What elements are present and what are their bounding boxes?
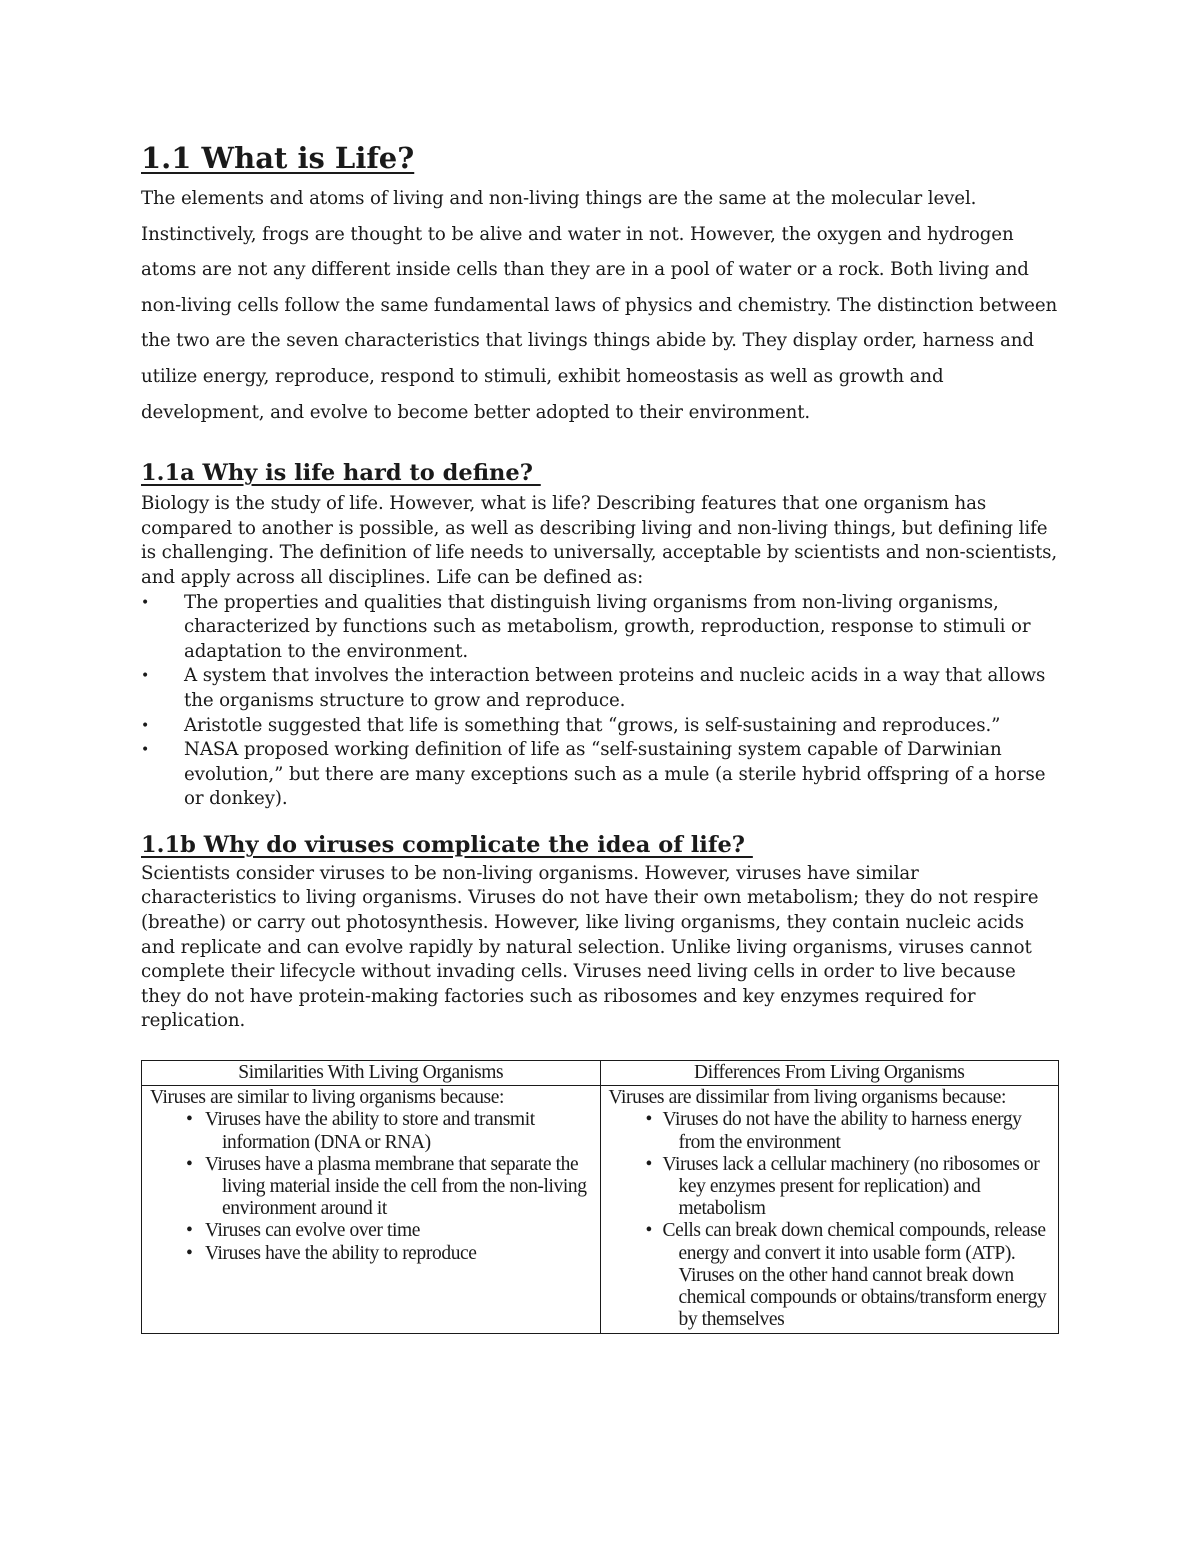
bullet-icon: •	[141, 717, 150, 734]
section-heading-what-is-life: 1.1 What is Life?	[141, 141, 415, 175]
bullet-icon: •	[141, 668, 150, 685]
table-header-row	[142, 1061, 1059, 1086]
similarities-list	[150, 1109, 592, 1264]
differences-header: Differences From Living Organisms	[600, 1061, 1059, 1086]
section-heading-viruses: 1.1b Why do viruses complicate the idea of life?	[141, 831, 753, 858]
list-item: • Viruses have the ability to reproduce	[186, 1242, 477, 1264]
list-item: • Viruses can evolve over time	[186, 1220, 421, 1242]
viruses-paragraph: Scientists consider viruses to be non-living organisms. However, viruses have similar characteristics to living organisms. Viruses do not have their own metabolism; they do not respire (breathe) or carry out photosynthesis. However, like living organisms, they contain nucleic acids and replicate and can evolve rapidly by natural selection. Unlike living organisms, viruses cannot complete their lifecycle without invading cells. Viruses need living cells in order to live because they do not have protein-making factories such as ribosomes and key enzymes required for replication.	[141, 862, 1039, 1032]
life-definitions-list	[141, 591, 1059, 812]
list-item: • Aristotle suggested that life is something that “grows, is self-sustaining and reproduces.”	[141, 714, 1059, 739]
similarities-cell	[142, 1086, 601, 1334]
section-heading-why-hard-to-define: 1.1a Why is life hard to define?	[141, 460, 541, 487]
similarities-header: Similarities With Living Organisms	[142, 1061, 601, 1086]
bullet-icon: •	[186, 1109, 193, 1131]
bullet-icon: •	[645, 1220, 652, 1242]
bullet-icon: •	[645, 1153, 652, 1175]
differences-list	[609, 1109, 1051, 1331]
list-item: • Viruses do not have the ability to harness energy from the environment	[645, 1109, 1022, 1153]
intro-paragraph: The elements and atoms of living and non-living things are the same at the molecular level. Instinctively, frogs are thought to be alive and water in not. However, the oxygen and hydrogen atoms are not any different inside cells than they are in a pool of water or a rock. Both living and non-living cells follow the same fundamental laws of physics and chemistry. The distinction between the two are the seven characteristics that livings things abide by. They display order, harness and utilize energy, reproduce, respond to stimuli, exhibit homeostasis as well as growth and development, and evolve to become better adopted to their environment.	[141, 188, 1058, 423]
bullet-icon: •	[141, 742, 150, 759]
list-item: • Viruses have a plasma membrane that separate the living material inside the cell from the non-living environment around it	[186, 1153, 587, 1220]
table-row	[142, 1086, 1059, 1334]
list-item: • A system that involves the interaction between proteins and nucleic acids in a way that allows the organisms structure to grow and reproduce.	[141, 665, 1046, 711]
differences-lead: Viruses are dissimilar from living organisms because:	[608, 1087, 1007, 1109]
list-item: • Viruses lack a cellular machinery (no ribosomes or key enzymes present for replication) and metabolism	[645, 1153, 1040, 1220]
bullet-icon: •	[141, 594, 150, 611]
bullet-icon: •	[186, 1242, 193, 1264]
similarities-lead: Viruses are similar to living organisms because:	[150, 1087, 505, 1109]
bullet-icon: •	[186, 1153, 193, 1175]
document-page	[141, 138, 1059, 1334]
comparison-table	[141, 1060, 1059, 1334]
differences-cell	[600, 1086, 1059, 1334]
list-item: • The properties and qualities that distinguish living organisms from non-living organisms, characterized by functions such as metabolism, growth, reproduction, response to stimuli or adaptation to the environment.	[141, 591, 1031, 662]
bullet-icon: •	[645, 1109, 652, 1131]
list-item: • Cells can break down chemical compounds, release energy and convert it into usable form (ATP). Viruses on the other hand cannot break down chemical compounds or obtains/transform energy by themselves	[645, 1220, 1047, 1331]
list-item: • NASA proposed working definition of life as “self-sustaining system capable of Darwinian evolution,” but there are many exceptions such as a mule (a sterile hybrid offspring of a horse or donkey).	[141, 739, 1046, 810]
list-item: • Viruses have the ability to store and transmit information (DNA or RNA)	[186, 1109, 535, 1153]
bullet-icon: •	[186, 1220, 193, 1242]
define-life-paragraph: Biology is the study of life. However, what is life? Describing features that one organism has compared to another is possible, as well as describing living and non-living things, but defining life is challenging. The definition of life needs to universally, acceptable by scientists and non-scientists, and apply across all disciplines. Life can be defined as:	[141, 493, 1058, 588]
